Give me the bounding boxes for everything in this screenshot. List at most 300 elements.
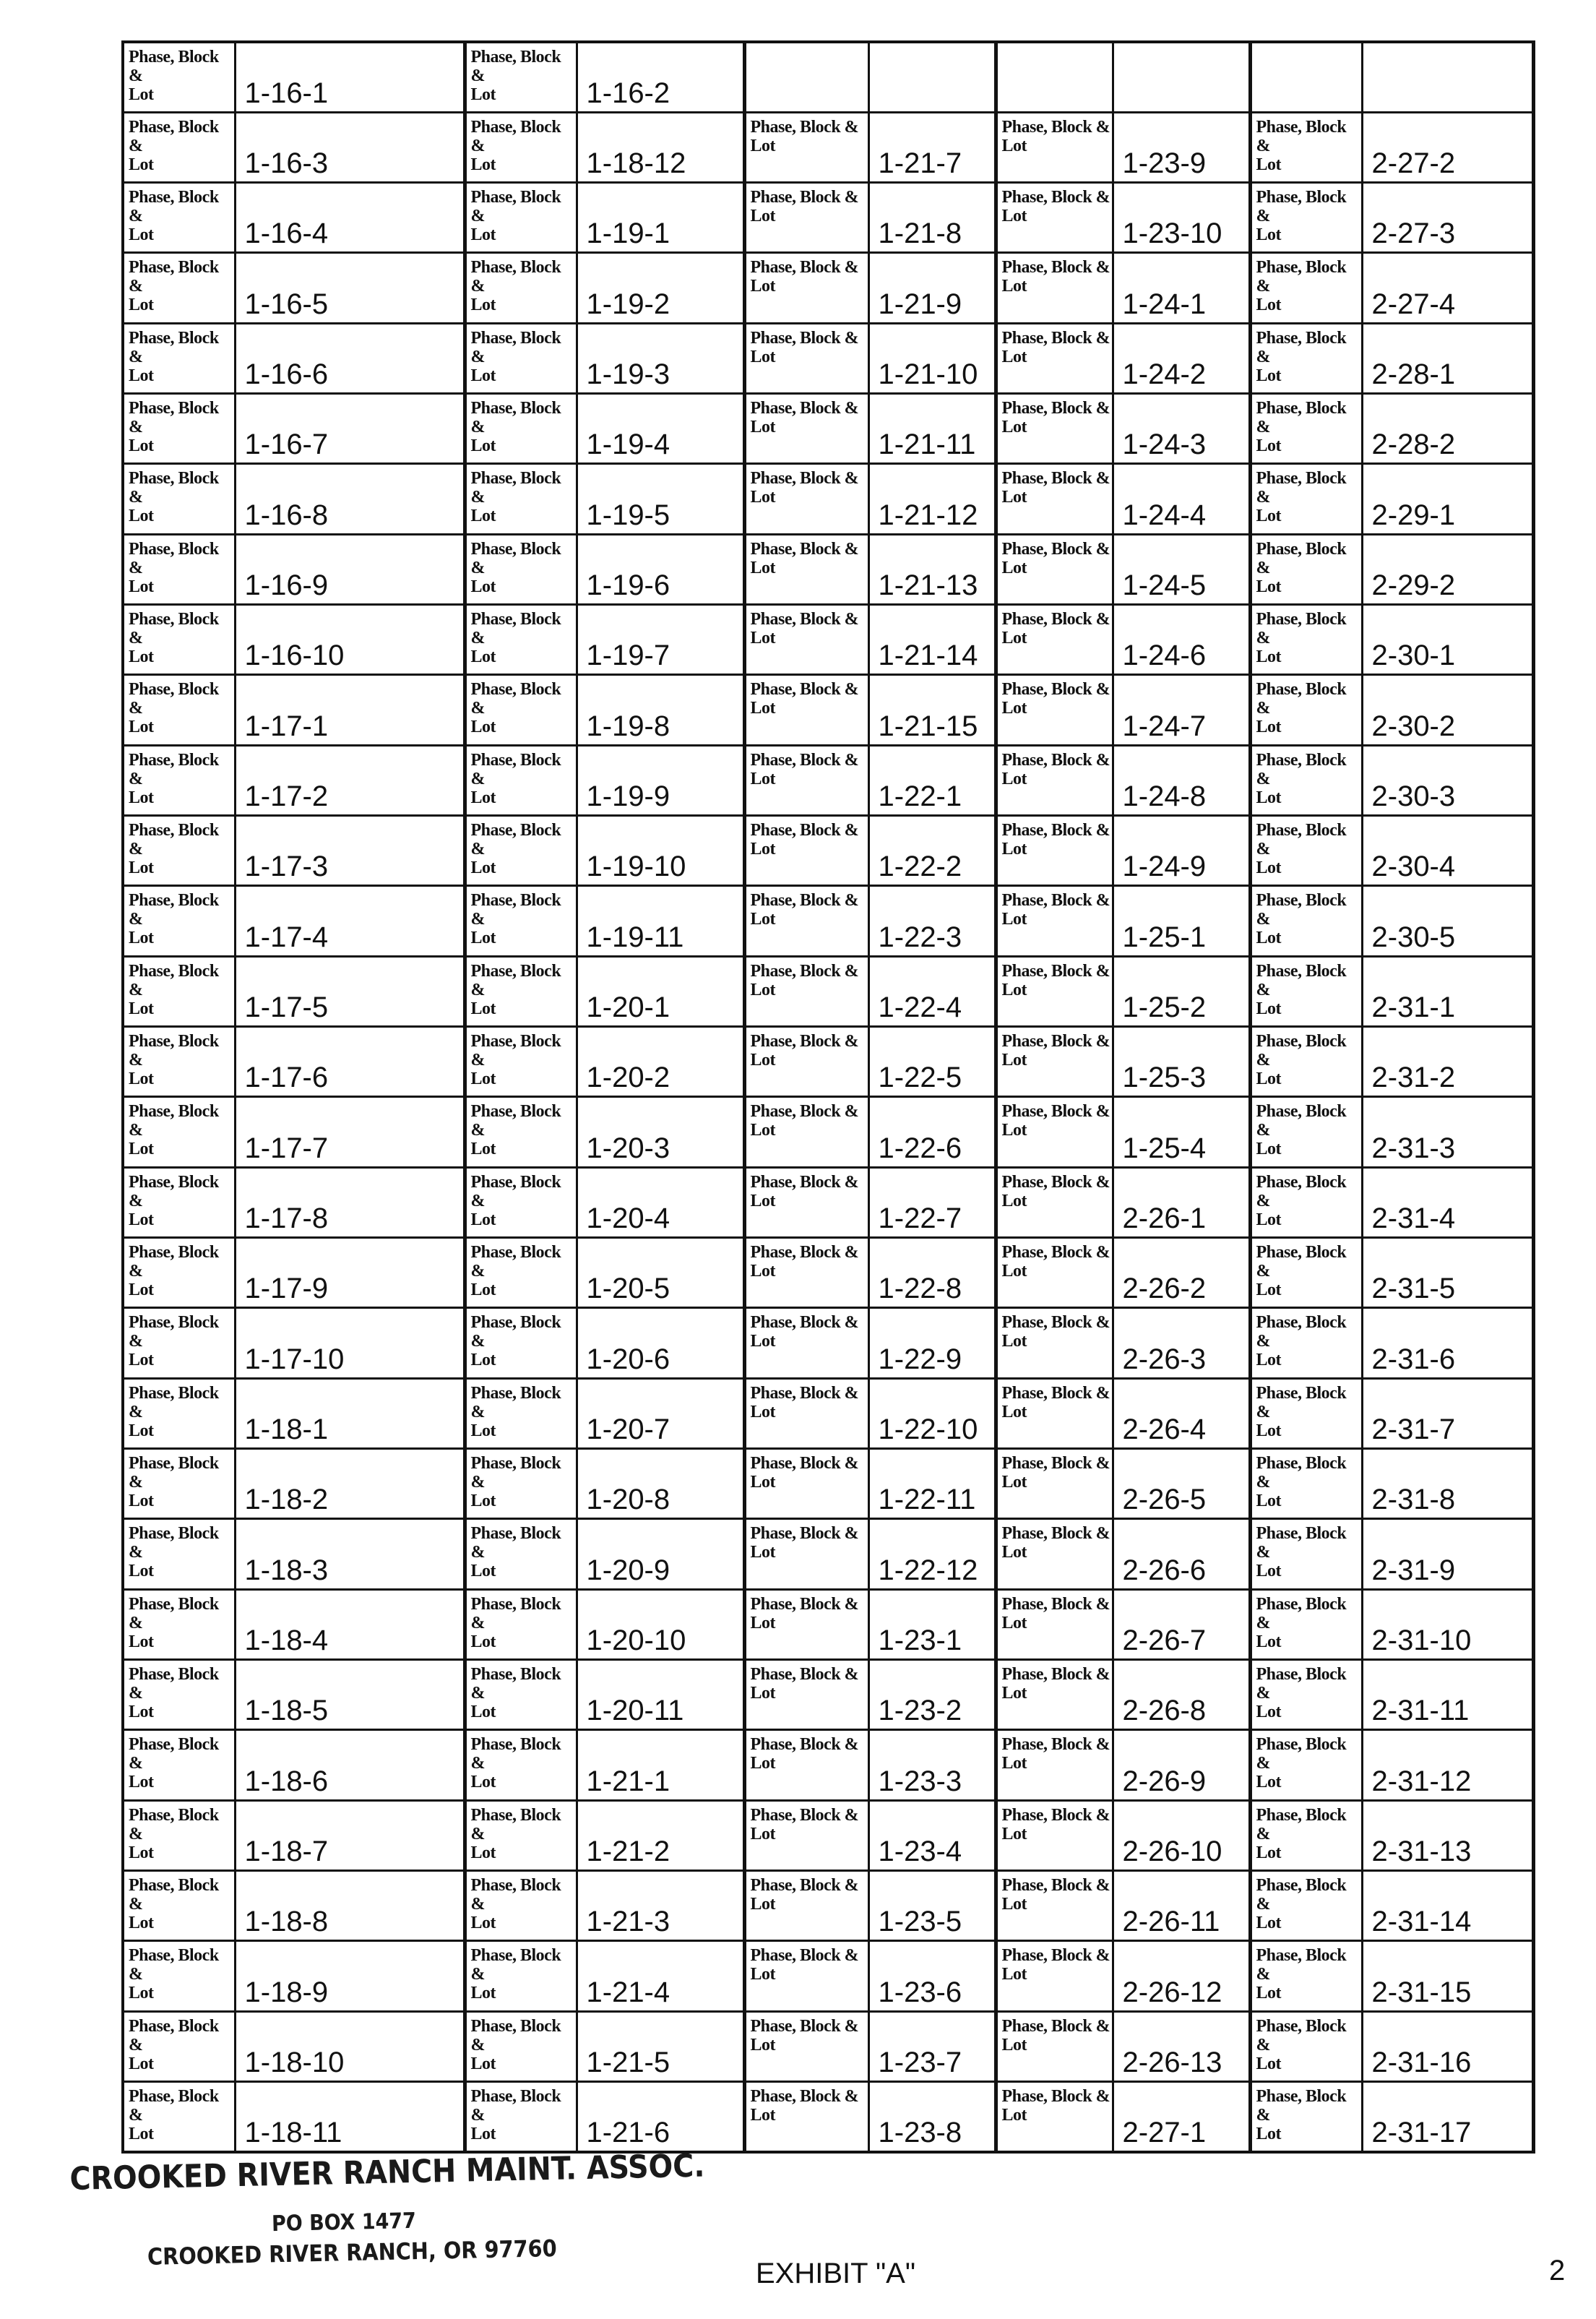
cell-label-line2: Lot	[470, 1281, 496, 1300]
cell-label	[1250, 323, 1362, 393]
lot-number: 1-25-3	[1113, 1027, 1250, 1097]
lot-number: 1-20-3	[577, 1097, 744, 1167]
cell-label-line1: Phase, Block &	[129, 961, 219, 999]
cell-label-line1: Phase, Block &	[1256, 258, 1347, 296]
lot-number: 2-31-15	[1362, 1941, 1533, 2011]
cell-label	[996, 1660, 1113, 1730]
cell-label-line2: Lot	[1001, 1473, 1027, 1492]
cell-label-line1: Phase, Block &	[129, 680, 219, 718]
lot-number: 1-21-6	[577, 2082, 744, 2152]
lot-number: 1-19-7	[577, 605, 744, 675]
lot-number: 1-19-6	[577, 534, 744, 604]
lot-number: 1-22-2	[868, 816, 996, 886]
lot-number: 2-31-13	[1362, 1800, 1533, 1870]
cell-label	[744, 675, 868, 745]
cell-label-line2: Lot	[1001, 1613, 1027, 1632]
cell-label-line1: Phase, Block &	[129, 1454, 219, 1492]
cell-label-line1: Phase, Block &	[1001, 2016, 1110, 2036]
cell-label-line1: Phase, Block &	[129, 328, 219, 366]
lot-number: 2-30-4	[1362, 816, 1533, 886]
lot-number: 1-21-15	[868, 675, 996, 745]
lot-number: 1-19-10	[577, 816, 744, 886]
cell-label-line1: Phase, Block &	[750, 258, 859, 277]
lot-number: 1-23-7	[868, 2011, 996, 2081]
cell-label-line2: Lot	[1001, 1332, 1027, 1351]
cell-label-line1: Phase, Block &	[750, 1876, 859, 1896]
cell-label-line1: Phase, Block &	[470, 750, 561, 788]
cell-label-line2: Lot	[470, 85, 496, 104]
table-row	[123, 42, 1533, 112]
cell-label	[744, 1800, 868, 1870]
lot-number: 2-31-16	[1362, 2011, 1533, 2081]
cell-label	[744, 1519, 868, 1589]
cell-label-line1: Phase, Block &	[750, 1594, 859, 1614]
lot-number: 1-21-8	[868, 183, 996, 253]
lot-number: 2-27-1	[1113, 2082, 1250, 2152]
cell-label-line2: Lot	[750, 558, 775, 577]
cell-label-line1: Phase, Block &	[1001, 1524, 1110, 1544]
cell-label-line1: Phase, Block &	[470, 1735, 561, 1773]
cell-label-line1: Phase, Block &	[129, 48, 219, 85]
cell-label	[996, 112, 1113, 182]
cell-label-line2: Lot	[129, 296, 154, 315]
cell-label-line1: Phase, Block &	[750, 117, 859, 137]
cell-label	[744, 605, 868, 675]
table-row	[123, 183, 1533, 253]
cell-label-line1: Phase, Block &	[1256, 1594, 1347, 1632]
lot-number: 1-16-6	[235, 323, 465, 393]
lot-number: 2-26-1	[1113, 1167, 1250, 1237]
cell-label-line2: Lot	[470, 1140, 496, 1159]
cell-label	[1250, 1097, 1362, 1167]
cell-label-line1: Phase, Block &	[129, 1243, 219, 1281]
cell-label	[1250, 605, 1362, 675]
lot-number: 2-31-2	[1362, 1027, 1533, 1097]
cell-label-line2: Lot	[129, 1562, 154, 1581]
cell-label-line2: Lot	[750, 629, 775, 648]
cell-label	[996, 605, 1113, 675]
cell-label	[996, 886, 1113, 956]
lot-number: 1-17-2	[235, 745, 465, 815]
cell-label-line2: Lot	[129, 366, 154, 385]
cell-label	[123, 42, 235, 112]
cell-label	[744, 886, 868, 956]
cell-label-line2: Lot	[1256, 929, 1281, 948]
cell-label-line2: Lot	[1256, 999, 1281, 1018]
cell-label-line1: Phase, Block &	[750, 891, 859, 911]
cell-label-line2: Lot	[750, 207, 775, 226]
cell-label-line2: Lot	[129, 1351, 154, 1370]
cell-label	[465, 323, 577, 393]
cell-label-line1: Phase, Block &	[129, 258, 219, 296]
cell-label-line2: Lot	[470, 788, 496, 807]
cell-label	[744, 323, 868, 393]
cell-label-line1: Phase, Block &	[470, 610, 561, 648]
cell-label-line2: Lot	[129, 507, 154, 526]
cell-label-line2: Lot	[129, 1773, 154, 1792]
lot-number: 1-19-9	[577, 745, 744, 815]
lot-number: 2-31-11	[1362, 1660, 1533, 1730]
cell-label	[123, 1167, 235, 1237]
cell-label	[744, 394, 868, 464]
cell-label	[123, 534, 235, 604]
cell-label	[465, 675, 577, 745]
cell-label-line1: Phase, Block &	[470, 1876, 561, 1914]
lot-number: 1-20-7	[577, 1378, 744, 1448]
lot-number: 1-19-2	[577, 253, 744, 323]
lot-number: 1-20-8	[577, 1449, 744, 1519]
cell-label	[465, 1308, 577, 1378]
cell-label	[1250, 1519, 1362, 1589]
cell-label	[996, 1238, 1113, 1308]
lot-number: 1-25-1	[1113, 886, 1250, 956]
cell-label	[1250, 675, 1362, 745]
lot-number: 1-24-8	[1113, 745, 1250, 815]
cell-label	[123, 1519, 235, 1589]
table-row	[123, 1449, 1533, 1519]
cell-label	[996, 1730, 1113, 1800]
cell-label-line1: Phase, Block &	[470, 821, 561, 859]
cell-label	[1250, 1308, 1362, 1378]
lot-number: 2-31-14	[1362, 1871, 1533, 1941]
cell-label-line1: Phase, Block &	[470, 1313, 561, 1351]
cell-label	[123, 1449, 235, 1519]
lot-number	[868, 42, 996, 112]
cell-label-line1: Phase, Block &	[470, 1032, 561, 1070]
cell-label	[465, 1519, 577, 1589]
cell-label-line1: Phase, Block &	[750, 2087, 859, 2107]
cell-label-line1: Phase, Block &	[1256, 1805, 1347, 1843]
lot-number: 1-16-2	[577, 42, 744, 112]
lot-number: 1-23-5	[868, 1871, 996, 1941]
lot-number: 1-19-1	[577, 183, 744, 253]
cell-label-line2: Lot	[750, 418, 775, 437]
cell-label	[123, 2082, 235, 2152]
cell-label	[465, 112, 577, 182]
cell-label-line2: Lot	[129, 1914, 154, 1933]
cell-label	[465, 1871, 577, 1941]
cell-label-line1: Phase, Block &	[470, 258, 561, 296]
cell-label-line2: Lot	[470, 366, 496, 385]
cell-label-line2: Lot	[1001, 1895, 1027, 1914]
cell-label	[996, 1800, 1113, 1870]
cell-label-line1: Phase, Block &	[750, 1172, 859, 1192]
cell-label-line1: Phase, Block &	[129, 1876, 219, 1914]
cell-label	[996, 1941, 1113, 2011]
cell-label-line2: Lot	[1001, 1965, 1027, 1984]
cell-label	[1250, 1800, 1362, 1870]
cell-label-line2: Lot	[1001, 910, 1027, 929]
lot-number: 1-21-4	[577, 1941, 744, 2011]
lot-number: 1-17-8	[235, 1167, 465, 1237]
cell-label	[123, 1378, 235, 1448]
association-name: CROOKED RIVER RANCH MAINT. ASSOC.	[69, 2147, 705, 2198]
cell-label-line1: Phase, Block &	[470, 117, 561, 155]
table-row	[123, 1660, 1533, 1730]
cell-label-line2: Lot	[129, 1281, 154, 1300]
cell-label-line2: Lot	[129, 85, 154, 104]
cell-label	[744, 1027, 868, 1097]
lot-number: 1-23-9	[1113, 112, 1250, 182]
lot-number: 1-18-4	[235, 1589, 465, 1659]
cell-label-line1: Phase, Block &	[1256, 328, 1347, 366]
lot-number: 1-18-7	[235, 1800, 465, 1870]
cell-label	[996, 2011, 1113, 2081]
cell-label-line1: Phase, Block &	[1001, 1032, 1110, 1051]
cell-label	[465, 886, 577, 956]
cell-label-line1: Phase, Block &	[129, 1946, 219, 1984]
cell-label	[1250, 1167, 1362, 1237]
cell-label-line1: Phase, Block &	[1256, 2087, 1347, 2125]
lot-number: 2-31-7	[1362, 1378, 1533, 1448]
cell-label	[996, 1027, 1113, 1097]
cell-label-line1: Phase, Block &	[1256, 961, 1347, 999]
cell-label	[465, 1660, 577, 1730]
lot-number: 1-20-10	[577, 1589, 744, 1659]
cell-label-line1: Phase, Block &	[750, 1735, 859, 1755]
cell-label-line2: Lot	[470, 296, 496, 315]
cell-label-line2: Lot	[470, 1773, 496, 1792]
cell-label-line2: Lot	[1001, 629, 1027, 648]
table-row	[123, 1238, 1533, 1308]
cell-label-line2: Lot	[470, 2054, 496, 2073]
cell-label-line2: Lot	[1256, 296, 1281, 315]
cell-label-line2: Lot	[750, 980, 775, 999]
lot-number: 1-18-6	[235, 1730, 465, 1800]
cell-label-line1: Phase, Block &	[470, 328, 561, 366]
cell-label-line1: Phase, Block &	[750, 1454, 859, 1473]
lot-number: 1-21-9	[868, 253, 996, 323]
cell-label	[996, 1308, 1113, 1378]
cell-label-line1: Phase, Block &	[129, 399, 219, 437]
cell-label-line1: Phase, Block &	[1001, 1665, 1110, 1685]
cell-label	[123, 1730, 235, 1800]
lot-number: 2-26-3	[1113, 1308, 1250, 1378]
cell-label	[123, 745, 235, 815]
cell-label	[996, 394, 1113, 464]
lot-number: 1-17-1	[235, 675, 465, 745]
cell-label-line1: Phase, Block &	[750, 188, 859, 207]
cell-label	[996, 323, 1113, 393]
cell-label-line1: Phase, Block &	[1256, 1383, 1347, 1421]
cell-label-line2: Lot	[750, 699, 775, 718]
cell-label-line2: Lot	[1256, 718, 1281, 737]
lot-number: 2-30-2	[1362, 675, 1533, 745]
table-row	[123, 1097, 1533, 1167]
cell-label	[123, 2011, 235, 2081]
lot-number: 1-21-5	[577, 2011, 744, 2081]
lot-number: 1-22-7	[868, 1167, 996, 1237]
cell-label-line1: Phase, Block &	[750, 1805, 859, 1825]
table-row	[123, 1871, 1533, 1941]
lot-number: 2-26-5	[1113, 1449, 1250, 1519]
cell-label-line2: Lot	[750, 488, 775, 507]
cell-label	[465, 183, 577, 253]
cell-label	[123, 323, 235, 393]
cell-label	[123, 1941, 235, 2011]
cell-label-line1: Phase, Block &	[1001, 1946, 1110, 1966]
table-row	[123, 745, 1533, 815]
cell-label-line1: Phase, Block &	[1256, 1313, 1347, 1351]
cell-label-line1: Phase, Block &	[129, 469, 219, 507]
lot-number: 1-22-6	[868, 1097, 996, 1167]
cell-label-line2: Lot	[470, 999, 496, 1018]
cell-label	[744, 1660, 868, 1730]
cell-label	[744, 464, 868, 534]
cell-label-line1: Phase, Block &	[1256, 539, 1347, 577]
cell-label-line2: Lot	[129, 1421, 154, 1440]
cell-label-line1: Phase, Block &	[1256, 1735, 1347, 1773]
cell-label-line1: Phase, Block &	[1001, 2087, 1110, 2107]
cell-label	[465, 1800, 577, 1870]
table-row	[123, 1167, 1533, 1237]
cell-label	[1250, 42, 1362, 112]
cell-label-line1: Phase, Block &	[750, 399, 859, 418]
cell-label-line2: Lot	[470, 1210, 496, 1229]
table-row	[123, 956, 1533, 1026]
cell-label	[1250, 1660, 1362, 1730]
cell-label	[996, 464, 1113, 534]
cell-label-line1: Phase, Block &	[470, 891, 561, 929]
cell-label-line2: Lot	[470, 929, 496, 948]
cell-label-line1: Phase, Block &	[470, 539, 561, 577]
cell-label-line2: Lot	[750, 769, 775, 788]
cell-label-line2: Lot	[1256, 1281, 1281, 1300]
table-row	[123, 464, 1533, 534]
lot-number: 1-21-7	[868, 112, 996, 182]
cell-label	[1250, 745, 1362, 815]
cell-label-line2: Lot	[1001, 1754, 1027, 1773]
cell-label-line2: Lot	[1001, 1402, 1027, 1421]
cell-label	[744, 1167, 868, 1237]
cell-label	[744, 1097, 868, 1167]
cell-label	[1250, 1730, 1362, 1800]
cell-label-line2: Lot	[750, 1402, 775, 1421]
cell-label-line1: Phase, Block &	[1001, 258, 1110, 277]
cell-label-line1: Phase, Block &	[750, 1383, 859, 1403]
cell-label-line2: Lot	[470, 1351, 496, 1370]
cell-label	[465, 1097, 577, 1167]
lot-number: 1-23-1	[868, 1589, 996, 1659]
lot-number: 1-21-11	[868, 394, 996, 464]
cell-label-line2: Lot	[750, 2035, 775, 2055]
page-number: 2	[1549, 2255, 1566, 2286]
cell-label-line2: Lot	[1001, 1543, 1027, 1562]
cell-label-line2: Lot	[470, 859, 496, 878]
lot-number: 2-26-8	[1113, 1660, 1250, 1730]
cell-label-line2: Lot	[750, 1262, 775, 1281]
cell-label	[465, 394, 577, 464]
lot-number: 1-22-5	[868, 1027, 996, 1097]
cell-label-line2: Lot	[1256, 1140, 1281, 1159]
cell-label-line2: Lot	[470, 1984, 496, 2003]
cell-label-line1: Phase, Block &	[129, 1383, 219, 1421]
cell-label-line2: Lot	[470, 507, 496, 526]
lot-number: 1-20-4	[577, 1167, 744, 1237]
cell-label-line2: Lot	[470, 577, 496, 596]
cell-label-line1: Phase, Block &	[1256, 1946, 1347, 1984]
cell-label	[465, 605, 577, 675]
cell-label	[996, 1519, 1113, 1589]
cell-label-line2: Lot	[1256, 507, 1281, 526]
cell-label-line1: Phase, Block &	[1256, 399, 1347, 437]
lot-number: 1-16-1	[235, 42, 465, 112]
cell-label-line2: Lot	[470, 1421, 496, 1440]
cell-label	[465, 2082, 577, 2152]
lot-number: 2-31-10	[1362, 1589, 1533, 1659]
cell-label	[744, 1238, 868, 1308]
association-po-box: PO BOX 1477	[271, 2208, 417, 2237]
cell-label-line1: Phase, Block &	[750, 1102, 859, 1122]
cell-label-line1: Phase, Block &	[470, 1594, 561, 1632]
cell-label-line2: Lot	[470, 718, 496, 737]
lot-number: 2-31-6	[1362, 1308, 1533, 1378]
cell-label	[1250, 183, 1362, 253]
lot-number: 1-24-7	[1113, 675, 1250, 745]
cell-label	[744, 253, 868, 323]
cell-label-line2: Lot	[1001, 1121, 1027, 1140]
cell-label-line1: Phase, Block &	[1256, 680, 1347, 718]
cell-label-line2: Lot	[750, 1191, 775, 1210]
cell-label-line1: Phase, Block &	[1001, 1594, 1110, 1614]
cell-label-line1: Phase, Block &	[129, 1102, 219, 1140]
cell-label	[996, 1871, 1113, 1941]
cell-label-line1: Phase, Block &	[750, 1946, 859, 1966]
cell-label-line1: Phase, Block &	[129, 539, 219, 577]
cell-label-line2: Lot	[750, 840, 775, 859]
cell-label-line1: Phase, Block &	[750, 1032, 859, 1051]
cell-label-line1: Phase, Block &	[1256, 117, 1347, 155]
cell-label-line2: Lot	[1256, 1632, 1281, 1651]
cell-label	[744, 745, 868, 815]
lot-number: 1-23-10	[1113, 183, 1250, 253]
cell-label-line1: Phase, Block &	[1256, 891, 1347, 929]
table-row	[123, 886, 1533, 956]
cell-label	[123, 1027, 235, 1097]
cell-label-line2: Lot	[129, 929, 154, 948]
cell-label-line2: Lot	[750, 1473, 775, 1492]
lot-number: 1-20-9	[577, 1519, 744, 1589]
cell-label-line2: Lot	[750, 1332, 775, 1351]
lot-number: 1-24-2	[1113, 323, 1250, 393]
cell-label	[465, 1449, 577, 1519]
cell-label-line1: Phase, Block &	[1001, 1172, 1110, 1192]
lot-number: 1-20-11	[577, 1660, 744, 1730]
cell-label-line1: Phase, Block &	[1001, 821, 1110, 840]
cell-label-line2: Lot	[1001, 769, 1027, 788]
cell-label-line1: Phase, Block &	[1001, 1454, 1110, 1473]
lot-number: 2-26-9	[1113, 1730, 1250, 1800]
cell-label-line1: Phase, Block &	[1001, 610, 1110, 629]
table-row	[123, 323, 1533, 393]
cell-label	[996, 253, 1113, 323]
cell-label-line2: Lot	[470, 1914, 496, 1933]
cell-label	[465, 1730, 577, 1800]
lot-number: 1-17-4	[235, 886, 465, 956]
cell-label-line2: Lot	[470, 225, 496, 245]
cell-label	[123, 675, 235, 745]
lot-number: 1-25-2	[1113, 956, 1250, 1026]
lot-number: 1-21-1	[577, 1730, 744, 1800]
lot-number: 1-16-7	[235, 394, 465, 464]
cell-label	[465, 42, 577, 112]
lot-number: 1-19-4	[577, 394, 744, 464]
cell-label-line1: Phase, Block &	[1001, 469, 1110, 489]
cell-label	[996, 1167, 1113, 1237]
lot-number: 2-26-12	[1113, 1941, 1250, 2011]
cell-label-line2: Lot	[1256, 1984, 1281, 2003]
cell-label-line2: Lot	[129, 1492, 154, 1511]
